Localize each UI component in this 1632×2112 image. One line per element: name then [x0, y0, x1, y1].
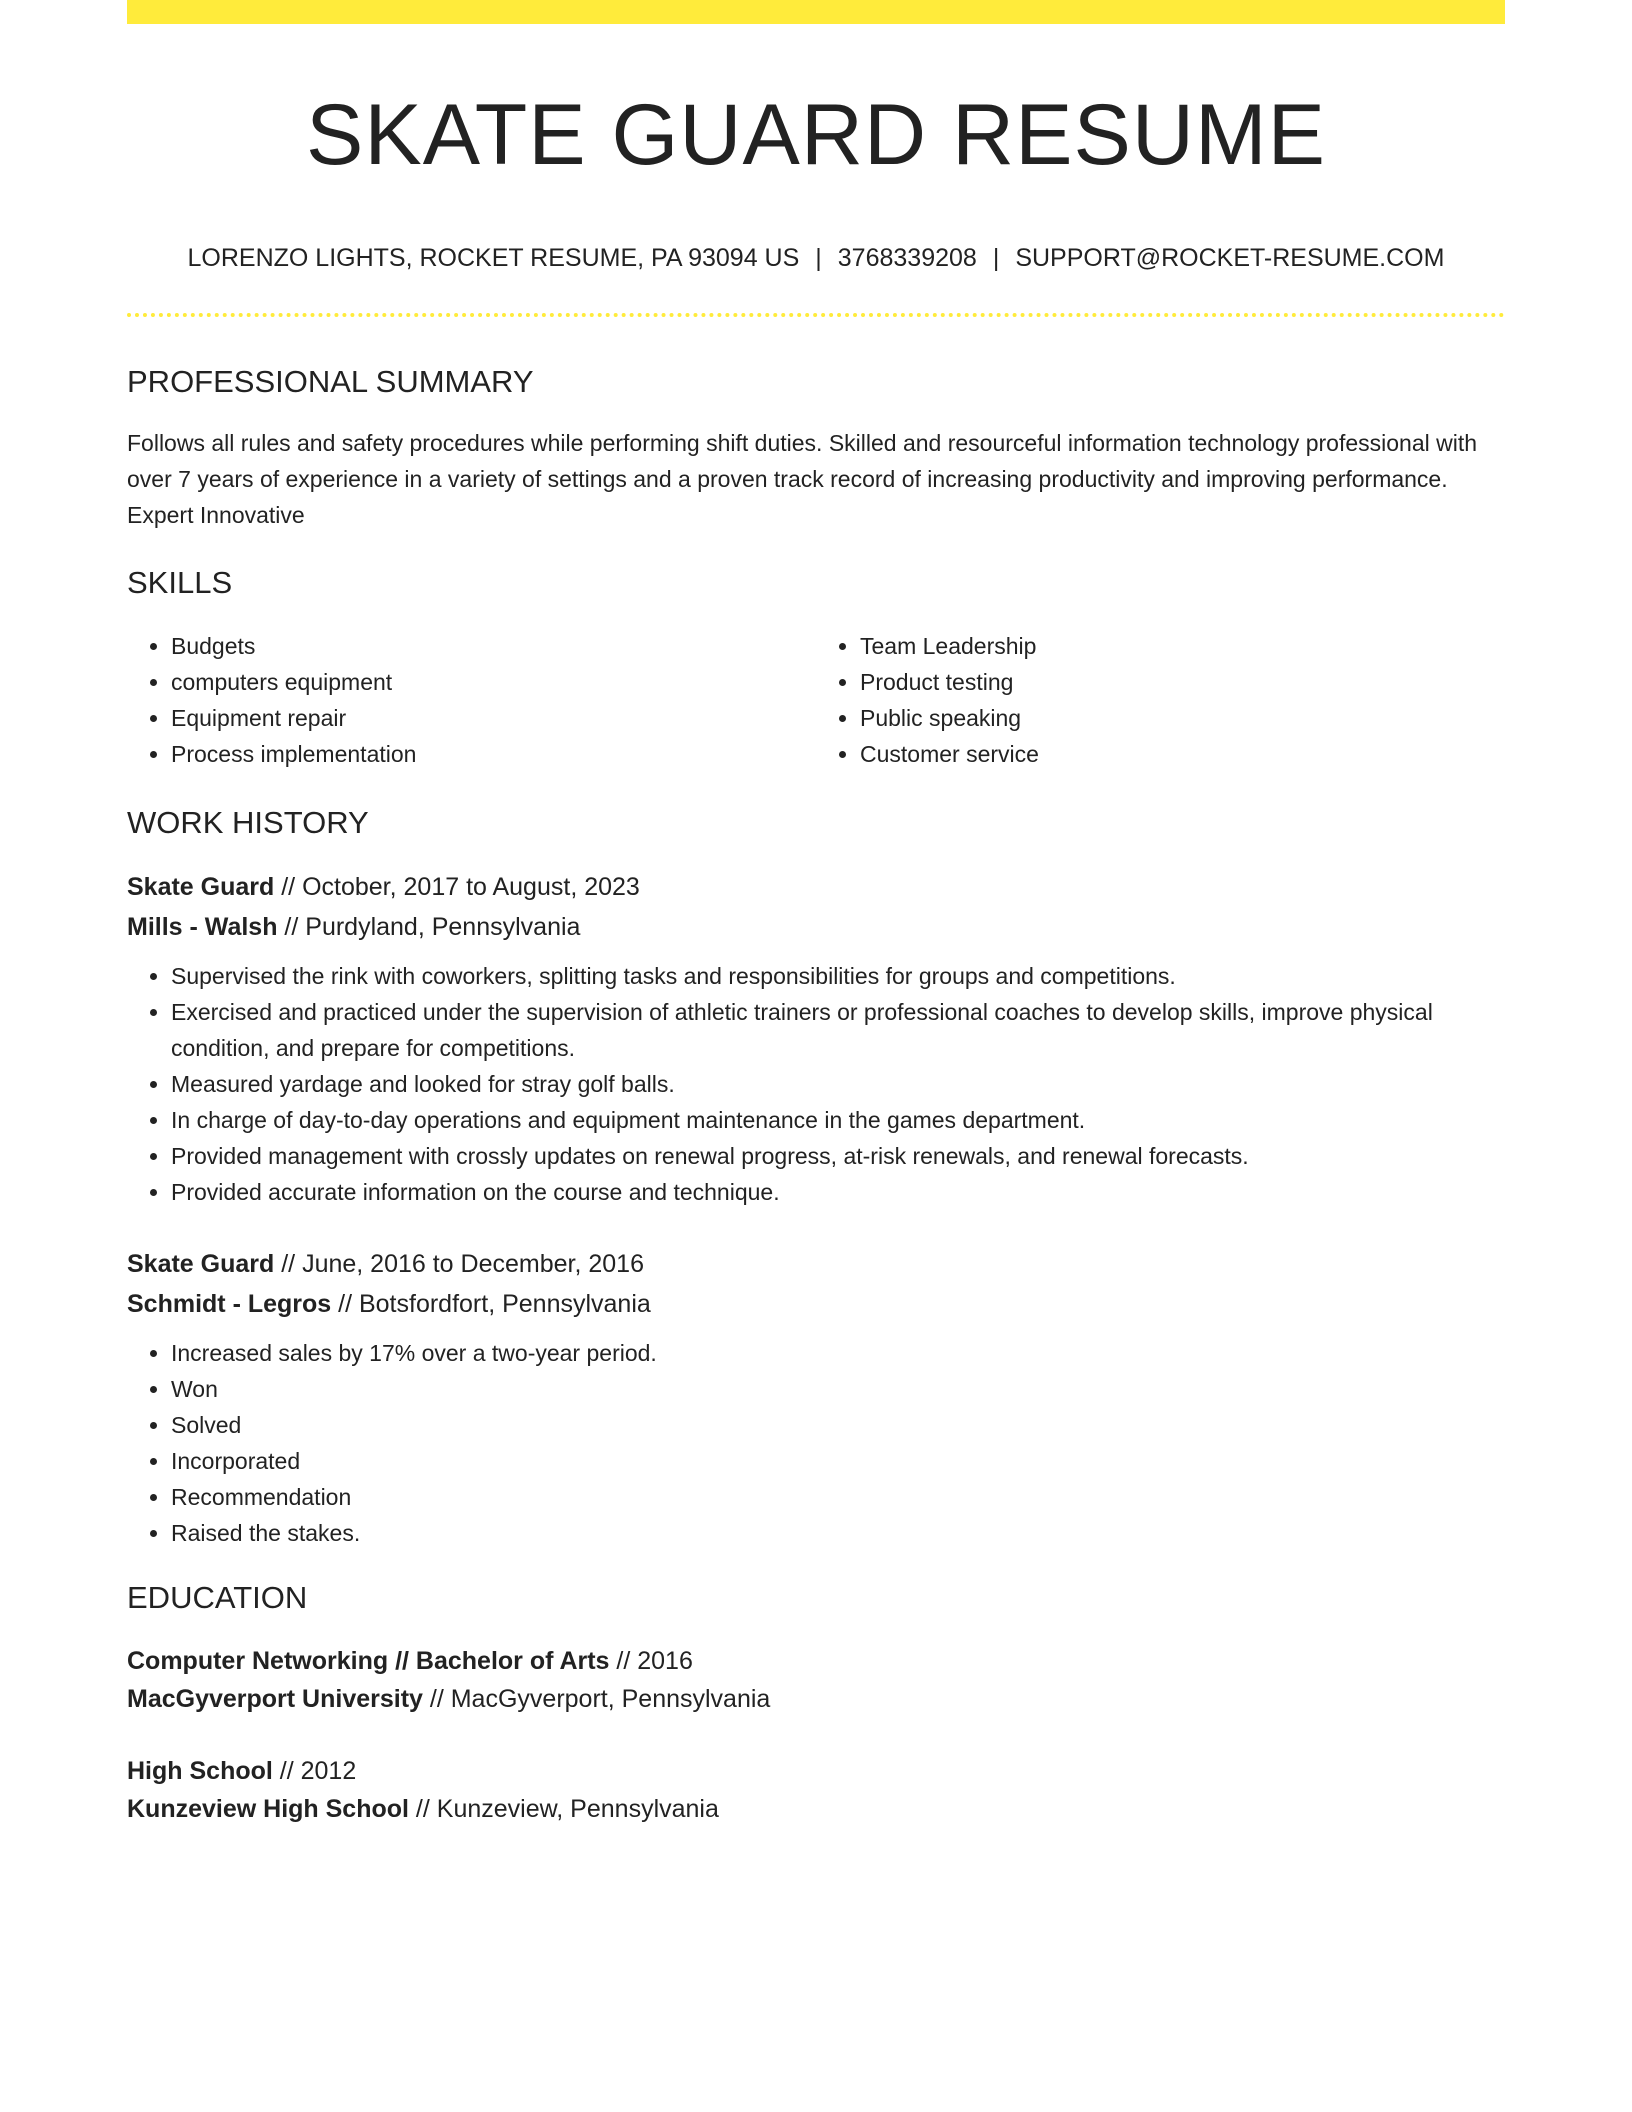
skill-item: • Equipment repair: [171, 700, 816, 736]
skill-item: • Product testing: [860, 664, 1505, 700]
job-company-line: [127, 907, 1505, 947]
job-company: Schmidt - Legros: [127, 1289, 332, 1318]
skills-left-list: [127, 628, 816, 772]
job-company: Mills - Walsh: [127, 912, 278, 941]
job-bullet: • Solved: [171, 1407, 1505, 1443]
education-school-line: [127, 1680, 1505, 1718]
resume-title: SKATE GUARD RESUME: [306, 87, 1326, 183]
contact-line: [127, 243, 1505, 273]
education-school-line: [127, 1790, 1505, 1828]
job-company-line: [127, 1284, 1505, 1324]
education-year: // 2016: [609, 1646, 693, 1675]
job-bullet: • Increased sales by 17% over a two-year period.: [171, 1335, 1505, 1371]
education-year: // 2012: [272, 1756, 357, 1785]
education-school: Kunzeview High School: [127, 1794, 409, 1823]
job-bullet: • Exercised and practiced under the supervision of athletic trainers or professional coaches to develop skills, improve physical condition, and prepare for competitions.: [171, 994, 1505, 1066]
skills-grid: [127, 628, 1505, 772]
education-degree: Computer Networking // Bachelor of Arts: [127, 1646, 610, 1675]
skill-item: • Budgets: [171, 628, 816, 664]
skills-heading: SKILLS: [127, 565, 233, 601]
education-degree: High School: [127, 1756, 273, 1785]
job-bullet-list: [127, 958, 1505, 1210]
skill-item: • computers equipment: [171, 664, 816, 700]
job-location: // Purdyland, Pennsylvania: [277, 912, 581, 941]
dotted-divider: [127, 313, 1505, 317]
skills-right-list: [816, 628, 1505, 772]
job-entry: [127, 1244, 1505, 1551]
job-role: Skate Guard: [127, 1249, 275, 1278]
job-bullet: • Raised the stakes.: [171, 1515, 1505, 1551]
summary-heading: PROFESSIONAL SUMMARY: [127, 364, 534, 400]
job-bullet: • Incorporated: [171, 1443, 1505, 1479]
job-location: // Botsfordfort, Pennsylvania: [331, 1289, 651, 1318]
job-bullet: • Provided management with crossly updates on renewal progress, at-risk renewals, and renewal forecasts.: [171, 1138, 1505, 1174]
accent-top-bar: [127, 0, 1505, 24]
contact-address: LORENZO LIGHTS, ROCKET RESUME, PA 93094 US: [187, 244, 800, 273]
education-entry: [127, 1752, 1505, 1828]
skill-item: • Public speaking: [860, 700, 1505, 736]
education-heading: EDUCATION: [127, 1579, 308, 1615]
work-history-heading: WORK HISTORY: [127, 804, 369, 840]
job-bullet: • Provided accurate information on the course and technique.: [171, 1174, 1505, 1210]
contact-phone: 3768339208: [837, 244, 977, 273]
job-bullet: • In charge of day-to-day operations and equipment maintenance in the games department.: [171, 1102, 1505, 1138]
job-title-line: [127, 867, 1505, 907]
job-bullet: • Measured yardage and looked for stray golf balls.: [171, 1066, 1505, 1102]
skill-item: • Customer service: [860, 736, 1505, 772]
job-bullet: • Won: [171, 1371, 1505, 1407]
job-bullet-list: [127, 1335, 1505, 1551]
education-school: MacGyverport University: [127, 1684, 423, 1713]
summary-text: Follows all rules and safety procedures while performing shift duties. Skilled and resourceful information technology professional with over 7 years of experience in a variety of settings and a proven track record of increasing productivity and improving performance. Expert Innovative: [127, 430, 1478, 529]
job-entry: [127, 867, 1505, 1210]
job-bullet: • Supervised the rink with coworkers, splitting tasks and responsibilities for groups and competitions.: [171, 958, 1505, 994]
skill-item: • Process implementation: [171, 736, 816, 772]
education-location: // MacGyverport, Pennsylvania: [422, 1684, 771, 1713]
contact-separator: |: [992, 244, 1000, 273]
skill-item: • Team Leadership: [860, 628, 1505, 664]
job-role: Skate Guard: [127, 872, 275, 901]
education-location: // Kunzeview, Pennsylvania: [408, 1794, 719, 1823]
job-title-line: [127, 1244, 1505, 1284]
contact-email: SUPPORT@ROCKET-RESUME.COM: [1015, 244, 1445, 273]
contact-separator: |: [815, 244, 822, 273]
education-degree-line: [127, 1642, 1505, 1680]
resume-page: [127, 0, 1505, 1828]
job-bullet: • Recommendation: [171, 1479, 1505, 1515]
job-dates: // June, 2016 to December, 2016: [274, 1249, 644, 1278]
job-dates: // October, 2017 to August, 2023: [274, 872, 640, 901]
education-entry: [127, 1642, 1505, 1718]
education-degree-line: [127, 1752, 1505, 1790]
